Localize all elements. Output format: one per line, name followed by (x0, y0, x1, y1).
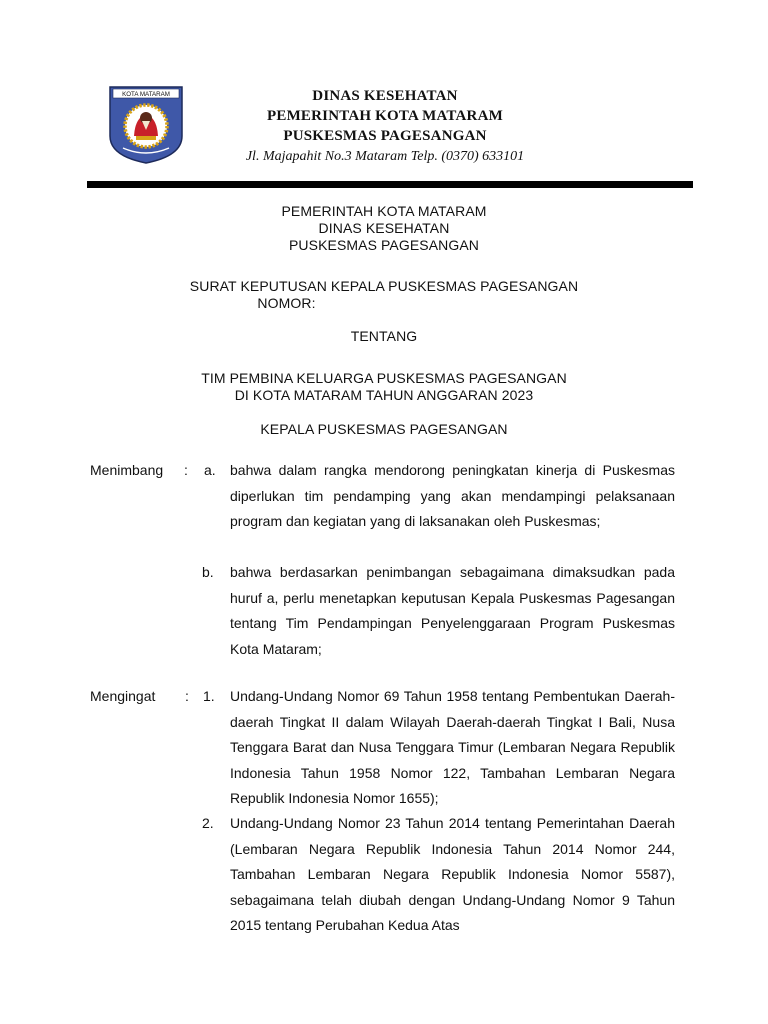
letterhead (0, 0, 768, 200)
list-item-text: bahwa dalam rangka mendorong peningkatan kinerja di Puskesmas diperlukan tim pendamping yang akan mendampingi pelaksanaan program dan kegiatan yang di laksanakan oleh Puskesmas; (230, 462, 675, 529)
decree-subject-line1: TIM PEMBINA KELUARGA PUSKESMAS PAGESANGAN (201, 370, 567, 386)
menimbang-colon: : (184, 462, 188, 478)
mengingat-colon: : (185, 688, 189, 704)
decree-number: NOMOR: (257, 295, 316, 311)
letterhead-office: PUSKESMAS PAGESANGAN (283, 128, 487, 144)
letterhead-address: Jl. Majapahit No.3 Mataram Telp. (0370) 633101 (245, 149, 525, 164)
logo-label: KOTA MATARAM (122, 91, 170, 99)
decree-issuer: KEPALA PUSKESMAS PAGESANGAN (260, 421, 508, 437)
list-marker: 1. (203, 688, 215, 704)
list-marker: 2. (202, 815, 214, 831)
letterhead-text (200, 86, 570, 167)
decree-subject-line2: DI KOTA MATARAM TAHUN ANGGARAN 2023 (234, 387, 534, 403)
decree-title: SURAT KEPUTUSAN KEPALA PUSKESMAS PAGESANGAN (189, 278, 579, 294)
document-heading (84, 203, 684, 254)
list-item-text: bahwa berdasarkan penimbangan sebagaimana dimaksudkan pada huruf a, perlu menetapkan keputusan Kepala Puskesmas Pagesangan tentang Tim Pendampingan Penyelenggaraan Program Puskesmas Kota Mataram; (230, 564, 675, 657)
heading-agency: DINAS KESEHATAN (318, 220, 450, 236)
heading-office: PUSKESMAS PAGESANGAN (288, 237, 479, 253)
kota-mataram-emblem-icon (109, 86, 183, 164)
letterhead-government: PEMERINTAH KOTA MATARAM (267, 108, 503, 124)
decree-tentang: TENTANG (350, 328, 418, 344)
menimbang-label: Menimbang (90, 462, 164, 478)
list-marker: a. (204, 462, 216, 478)
decree-title-block (84, 278, 684, 312)
decree-subject (84, 370, 684, 404)
list-item-text: Undang-Undang Nomor 23 Tahun 2014 tentang Pemerintahan Daerah (Lembaran Negara Republik Indonesia Tahun 2014 Nomor 244, Tambahan Lembaran Negara Republik Indonesia Nomor 5587), sebagaimana telah diubah dengan Undang-Undang Nomor 9 Tahun 2015 tentang Perubahan Kedua Atas (230, 815, 675, 933)
letterhead-agency: DINAS KESEHATAN (312, 88, 458, 104)
letterhead-divider (87, 181, 693, 188)
mengingat-label: Mengingat (90, 688, 156, 704)
heading-government: PEMERINTAH KOTA MATARAM (281, 203, 487, 219)
list-marker: b. (202, 564, 214, 580)
list-item-text: Undang-Undang Nomor 69 Tahun 1958 tentang Pembentukan Daerah-daerah Tingkat II dalam Wilayah Daerah-daerah Tingkat I Bali, Nusa Tenggara Barat dan Nusa Tenggara Timur (Lembaran Negara Republik Indonesia Tahun 1958 Nomor 122, Tambahan Lembaran Negara Republik Indonesia Nomor 1655); (230, 688, 675, 806)
